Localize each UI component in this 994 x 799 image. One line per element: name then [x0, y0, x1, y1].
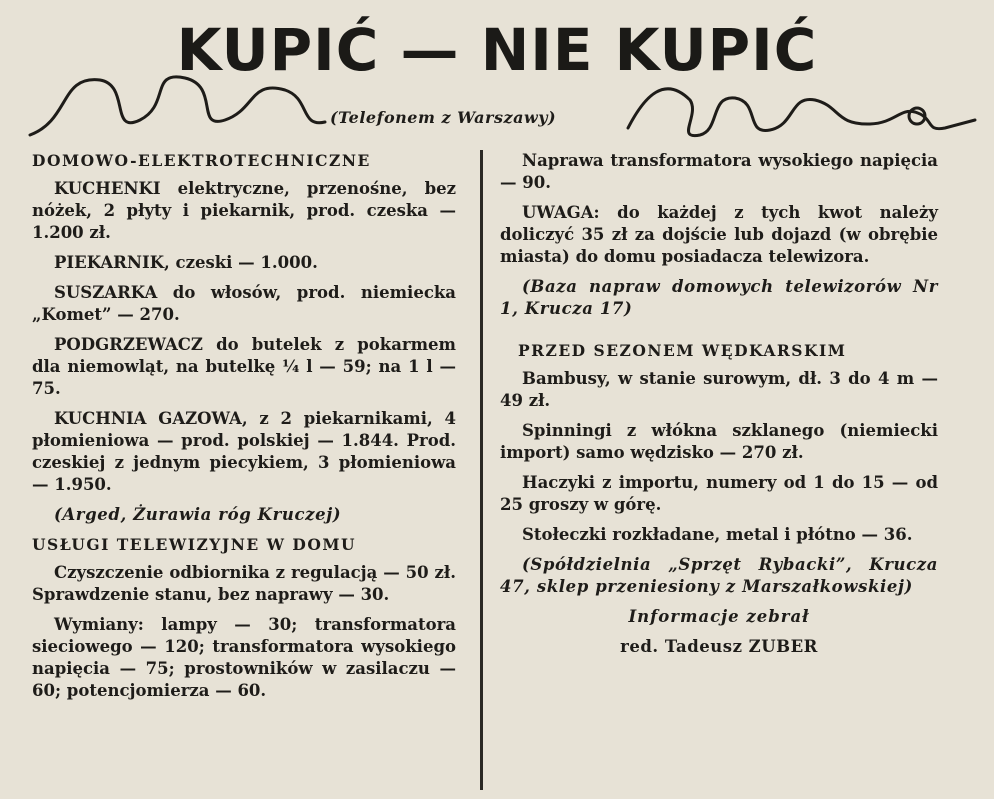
item-kuchenki — [32, 178, 456, 244]
left-column — [32, 150, 456, 710]
source-spoldzielnia: (Spółdzielnia „Sprzęt Rybacki”, Krucza 47, sklep przeniesiony z Marszałkowskiej) — [500, 555, 938, 596]
signature-line-1: Informacje zebrał — [628, 607, 810, 626]
item-podgrzewacz — [32, 334, 456, 400]
item-lead: KUCHNIA GAZOWA, — [54, 409, 248, 428]
item-kuchnia-gazowa — [32, 408, 456, 496]
item-spinningi: Spinningi z włókna szklanego (niemiecki import) samo wędzisko — 270 zł. — [500, 421, 938, 462]
item-suszarka — [32, 282, 456, 326]
signature-line-2: red. Tadeusz ZUBER — [620, 637, 818, 656]
item-czyszczenie: Czyszczenie odbiornika z regulacją — 50 zł. Sprawdzenie stanu, bez naprawy — 30. — [32, 563, 456, 604]
item-text: czeski — 1.000. — [169, 253, 318, 272]
section-heading-uslugi: USŁUGI TELEWIZYJNE W DOMU — [32, 535, 357, 554]
item-text: do każdej z tych kwot należy doliczyć 35 zł za dojście lub dojazd (w obrębie miasta) do domu posiadacza telewizora. — [500, 203, 938, 266]
item-wymiany: Wymiany: lampy — 30; transformatora sieciowego — 120; transformatora wysokiego napięcia — 75; prostowników w zasilaczu — 60; potencjomierza — 60. — [32, 615, 456, 700]
section-heading-domowo: DOMOWO-ELEKTROTECHNICZNE — [32, 151, 371, 170]
source-baza: (Baza napraw domowych telewizorów Nr 1, Krucza 17) — [500, 277, 938, 318]
right-column — [500, 150, 938, 666]
item-haczyki: Haczyki z importu, numery od 1 do 15 — od 25 groszy w górę. — [500, 473, 938, 514]
item-lead: UWAGA: — [522, 203, 600, 222]
article-title: KUPIĆ — NIE KUPIĆ — [176, 16, 818, 84]
fishing-line-left — [30, 77, 325, 135]
item-lead: PODGRZEWACZ — [54, 335, 203, 354]
item-text: do włosów, prod. niemiecka „Komet” — 270. — [32, 283, 456, 324]
item-text: do butelek z pokarmem dla niemowląt, na butelkę ¼ l — 59; na 1 l — 75. — [32, 335, 456, 398]
item-piekarnik — [32, 252, 456, 274]
column-divider — [480, 150, 483, 790]
item-text: elektryczne, przenośne, bez nóżek, 2 płyty i piekarnik, prod. czeska — 1.200 zł. — [32, 179, 456, 242]
source-arged: (Arged, Żurawia róg Kruczej) — [54, 505, 342, 524]
item-lead: KUCHENKI — [54, 179, 161, 198]
item-lead: PIEKARNIK, — [54, 253, 170, 272]
item-uwaga — [500, 202, 938, 268]
item-bambusy: Bambusy, w stanie surowym, dł. 3 do 4 m — 49 zł. — [500, 369, 938, 410]
item-stoleczki: Stołeczki rozkładane, metal i płótno — 36. — [522, 525, 913, 544]
item-lead: SUSZARKA — [54, 283, 158, 302]
item-text: z 2 piekarnikami, 4 płomieniowa — prod. polskiej — 1.844. Prod. czeskiej z jednym piecykiem, 3 płomieniowa — 1.950. — [32, 409, 456, 494]
item-naprawa: Naprawa transformatora wysokiego napięcia — 90. — [500, 151, 938, 192]
article-subtitle: (Telefonem z Warszawy) — [330, 108, 557, 127]
section-heading-wedkarski: PRZED SEZONEM WĘDKARSKIM — [518, 341, 847, 360]
